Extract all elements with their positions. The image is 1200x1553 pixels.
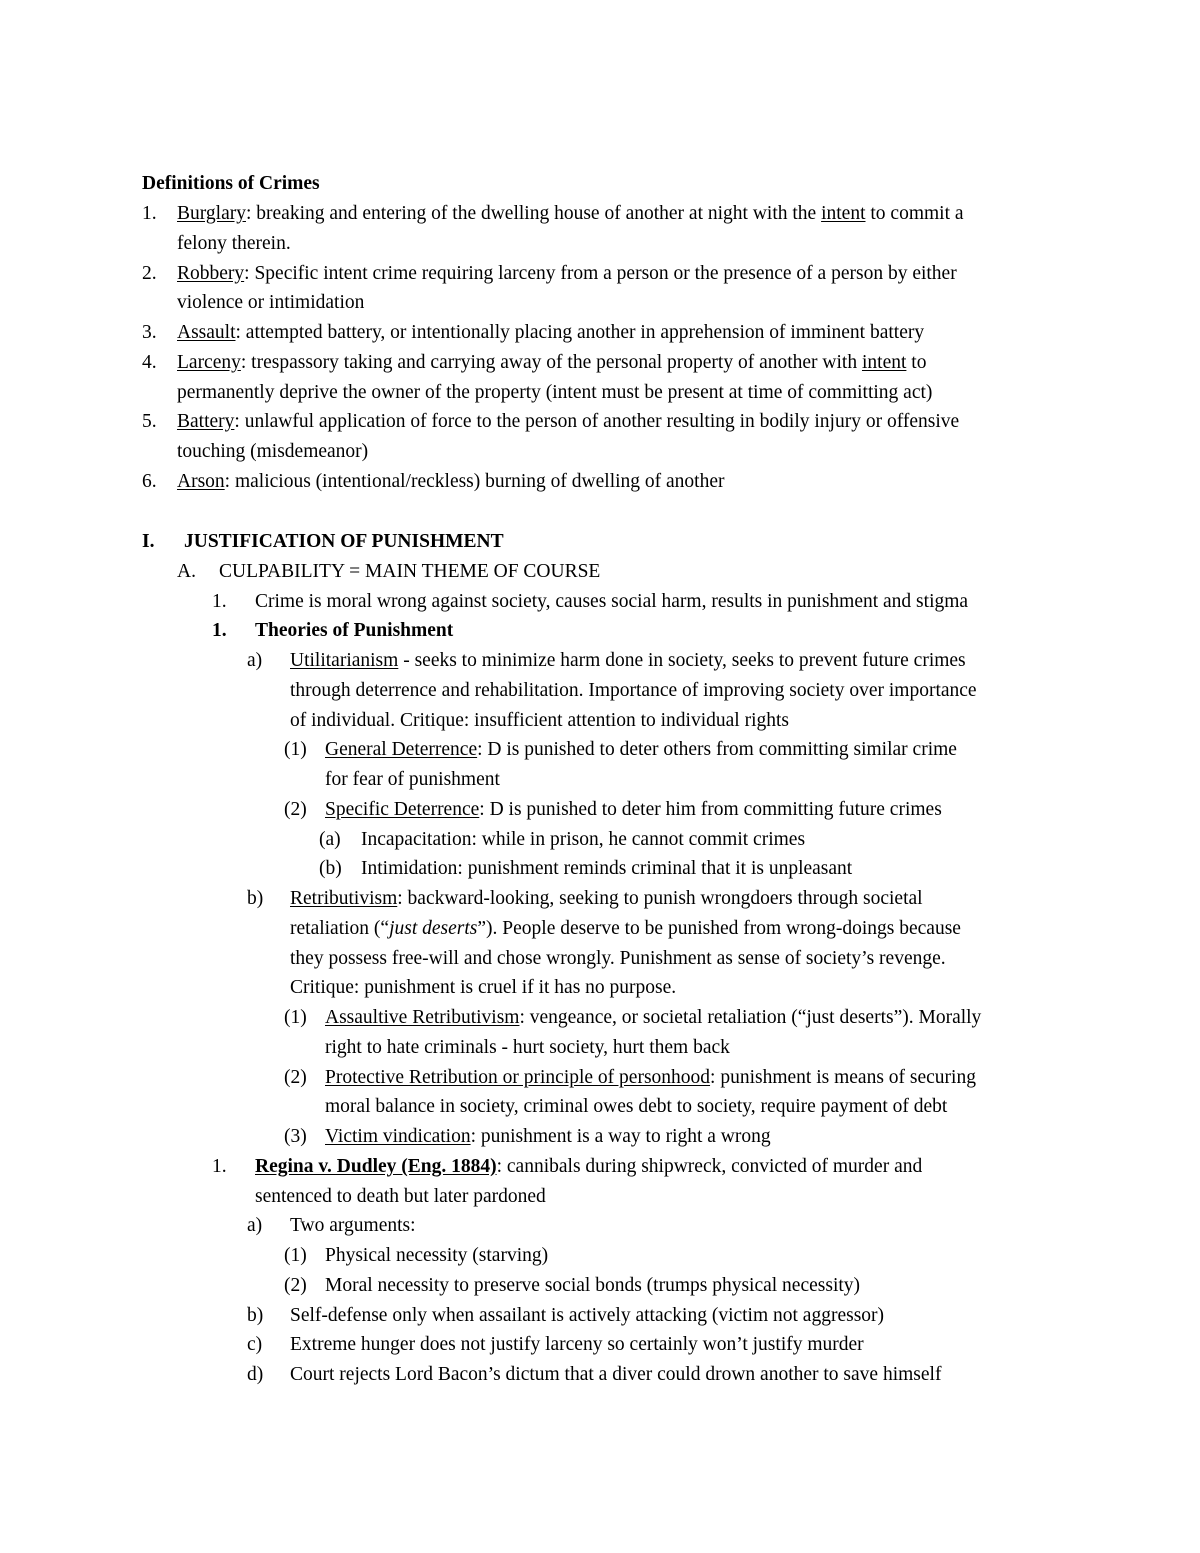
outline-text <box>290 1363 941 1387</box>
outline-marker: (b) <box>319 858 342 880</box>
outline-text <box>361 828 805 852</box>
text-run: Extreme hunger does not justify larceny so certainly won’t justify murder <box>290 1334 864 1356</box>
definition-text <box>177 410 959 434</box>
text-run: to commit a <box>865 203 964 224</box>
text-run: : cannibals during shipwreck, convicted of murder and <box>496 1155 923 1177</box>
outline-marker: b) <box>247 888 264 909</box>
text-run: - seeks to minimize harm done in society, seeks to prevent future crimes <box>398 650 966 671</box>
section-heading: Definitions of Crimes <box>142 173 320 194</box>
outline-text <box>290 976 676 1000</box>
definition-term: Battery <box>177 411 235 433</box>
text-run: retaliation (“ <box>290 917 390 939</box>
text-run: : breaking and entering of the dwelling house of another at night with the <box>245 203 822 224</box>
text-run: through deterrence and rehabilitation. Importance of improving society over importance <box>290 679 977 701</box>
outline-marker: a) <box>247 1215 263 1237</box>
outline-text <box>325 798 942 822</box>
definition-number: 3. <box>142 322 157 343</box>
outline-text <box>325 1036 730 1060</box>
text-run: Protective Retribution or principle of personhood <box>325 1066 711 1088</box>
text-run: Incapacitation: while in prison, he cannot commit crimes <box>361 828 806 850</box>
outline-marker: c) <box>247 1334 263 1356</box>
outline-marker: b) <box>247 1304 264 1326</box>
text-run: : punishment is means of securing <box>710 1066 976 1088</box>
text-run: : malicious (intentional/reckless) burning of dwelling of another <box>224 470 725 492</box>
text-run: ”). People deserve to be punished from wrong-doings because <box>477 917 961 939</box>
outline-text <box>325 768 500 792</box>
text-run: Moral necessity to preserve social bonds (trumps physical necessity) <box>325 1274 861 1296</box>
outline-marker: d) <box>247 1364 264 1385</box>
definition-term: Larceny <box>177 351 241 373</box>
outline-marker: (2) <box>284 1274 307 1296</box>
outline-marker: 1. <box>212 590 227 612</box>
outline-text <box>325 1006 981 1030</box>
outline-marker: A. <box>177 560 196 582</box>
text-run: felony therein. <box>177 232 291 254</box>
text-run: Physical necessity (starving) <box>325 1245 549 1266</box>
outline-text <box>290 947 946 971</box>
outline-text <box>255 619 453 643</box>
definition-text <box>177 232 291 256</box>
text-run: touching (misdemeanor) <box>177 441 369 462</box>
outline-marker: (1) <box>284 739 307 761</box>
text-run: Court rejects Lord Bacon’s dictum that a diver could drown another to save himself <box>290 1364 942 1385</box>
definition-term: Arson <box>177 470 225 492</box>
text-run: Intimidation: punishment reminds criminal that it is unpleasant <box>361 858 853 880</box>
definition-text <box>177 381 932 405</box>
text-run: Theories of Punishment <box>255 620 454 642</box>
text-run: : attempted battery, or intentionally placing another in apprehension of imminent battery <box>235 322 925 343</box>
text-run: Retributivism <box>290 888 398 909</box>
outline-text <box>290 1214 416 1238</box>
text-run: just deserts <box>389 917 478 939</box>
text-run: CULPABILITY = MAIN THEME OF COURSE <box>219 560 601 582</box>
outline-text <box>325 738 957 762</box>
text-run: Two arguments: <box>290 1215 416 1237</box>
text-run: right to hate criminals - hurt society, hurt them back <box>325 1036 730 1058</box>
outline-text <box>325 1274 860 1298</box>
outline-text <box>290 917 961 941</box>
outline-marker: (1) <box>284 1245 307 1266</box>
text-run: Utilitarianism <box>290 650 399 671</box>
definition-number: 2. <box>142 262 157 284</box>
text-run: : backward-looking, seeking to punish wrongdoers through societal <box>397 888 923 909</box>
text-run: : vengeance, or societal retaliation (“just deserts”). Morally <box>519 1007 982 1028</box>
text-run: for fear of punishment <box>325 769 500 790</box>
outline-text <box>290 1333 864 1357</box>
outline-text <box>255 590 968 614</box>
outline-text <box>290 679 977 703</box>
text-run: they possess free-will and chose wrongly. Punishment as sense of society’s revenge. <box>290 947 946 969</box>
text-run: Assaultive Retributivism <box>325 1007 520 1028</box>
text-run: intent <box>861 351 907 373</box>
text-run: of individual. Critique: insufficient attention to individual rights <box>290 709 789 731</box>
definition-text <box>177 440 368 464</box>
outline-text <box>325 1244 548 1268</box>
outline-text <box>290 709 789 733</box>
text-run: JUSTIFICATION OF PUNISHMENT <box>184 531 504 552</box>
outline-marker: (3) <box>284 1126 307 1147</box>
outline-text <box>325 1125 771 1149</box>
definition-number: 6. <box>142 470 157 492</box>
outline-marker: (2) <box>284 1066 307 1088</box>
text-run: Critique: punishment is cruel if it has no purpose. <box>290 977 677 999</box>
definition-text <box>177 202 964 226</box>
definition-number: 1. <box>142 203 157 224</box>
text-run: violence or intimidation <box>177 292 365 314</box>
text-run: Victim vindication <box>325 1126 471 1147</box>
outline-marker: (a) <box>319 828 341 850</box>
outline-text <box>290 887 923 911</box>
definition-text <box>177 470 725 494</box>
definition-term: Robbery <box>177 262 245 284</box>
definition-number: 4. <box>142 351 157 373</box>
definition-text <box>177 291 364 315</box>
text-run: : D is punished to deter him from committing future crimes <box>479 798 942 820</box>
outline-text <box>255 1185 546 1209</box>
outline-text <box>325 1095 947 1119</box>
outline-marker: I. <box>142 531 155 552</box>
outline-marker: a) <box>247 650 263 671</box>
definition-term: Assault <box>177 322 236 343</box>
definition-number: 5. <box>142 411 157 433</box>
text-run: Crime is moral wrong against society, causes social harm, results in punishment and stigma <box>255 590 969 612</box>
text-run: : unlawful application of force to the person of another resulting in bodily injury or offensive <box>234 411 960 433</box>
outline-text <box>325 1066 976 1090</box>
definition-text <box>177 351 926 375</box>
text-run: sentenced to death but later pardoned <box>255 1185 546 1207</box>
text-run: : punishment is a way to right a wrong <box>470 1126 771 1147</box>
text-run: Self-defense only when assailant is actively attacking (victim not aggressor) <box>290 1304 885 1326</box>
outline-text <box>290 649 966 673</box>
definition-term: Burglary <box>177 203 246 224</box>
text-run: : trespassory taking and carrying away of the personal property of another with <box>240 351 862 373</box>
definition-text <box>177 321 924 345</box>
outline-marker: 1. <box>212 620 227 642</box>
text-run: intent <box>821 203 866 224</box>
outline-marker: (1) <box>284 1007 307 1028</box>
outline-marker: 1. <box>212 1155 227 1177</box>
definition-text <box>177 262 957 286</box>
outline-marker: (2) <box>284 798 307 820</box>
text-run: Specific Deterrence <box>325 798 480 820</box>
text-run: permanently deprive the owner of the property (intent must be present at time of committing act) <box>177 381 933 403</box>
text-run: moral balance in society, criminal owes debt to society, require payment of debt <box>325 1096 948 1118</box>
outline-text <box>255 1155 922 1179</box>
outline-text <box>219 560 600 584</box>
text-run: Regina v. Dudley (Eng. 1884) <box>255 1155 497 1177</box>
outline-text <box>184 530 504 554</box>
outline-text <box>361 857 852 881</box>
text-run: General Deterrence <box>325 739 478 761</box>
outline-text <box>290 1304 884 1328</box>
text-run: to <box>906 351 927 373</box>
text-run: : D is punished to deter others from committing similar crime <box>477 739 957 761</box>
text-run: : Specific intent crime requiring larceny from a person or the presence of a person by either <box>244 262 957 284</box>
